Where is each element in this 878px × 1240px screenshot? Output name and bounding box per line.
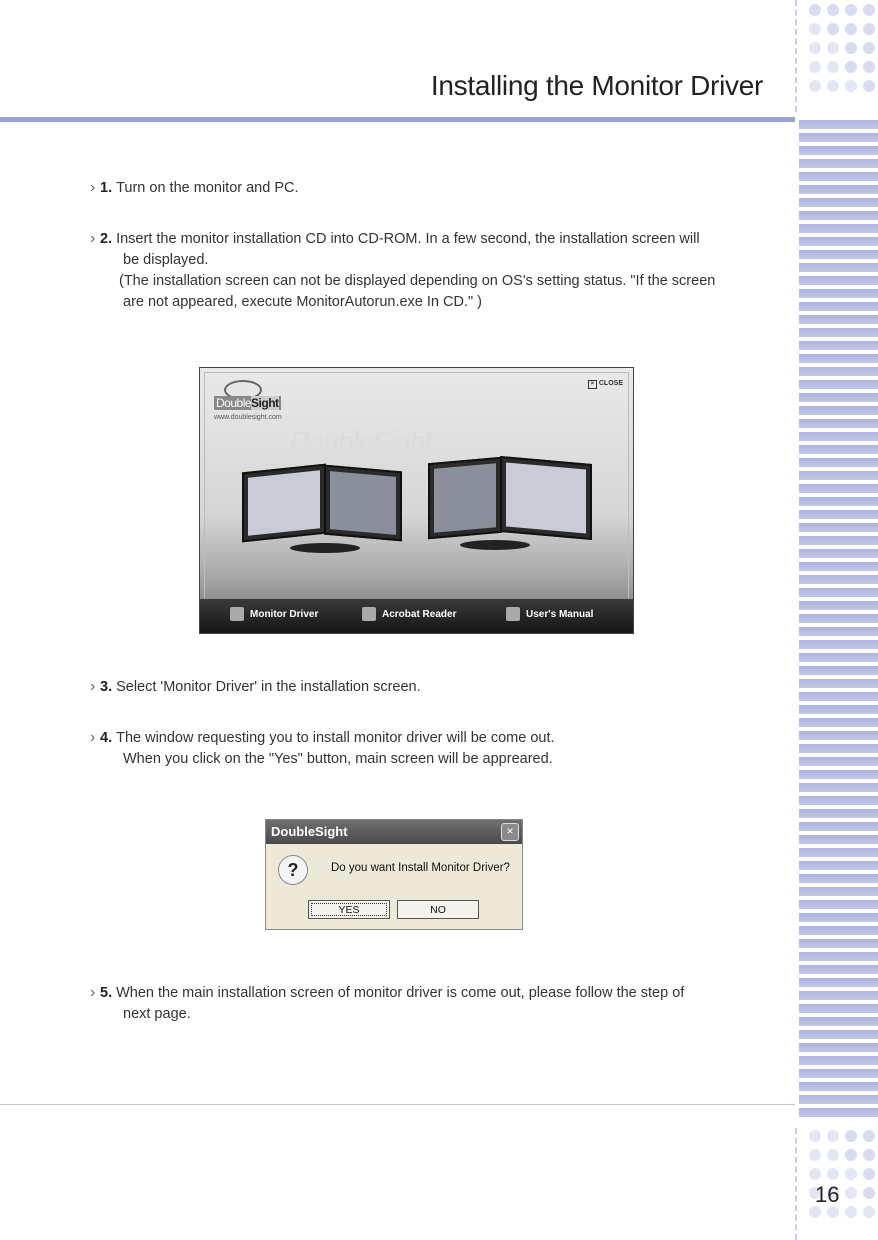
installer-screenshot [199,367,634,634]
dialog-message: Do you want Install Monitor Driver? [331,862,510,874]
no-button[interactable]: NO [397,900,479,919]
step-text: Select 'Monitor Driver' in the installation screen. [116,679,421,695]
step-marker-icon: › [90,179,96,196]
monitor-image [500,456,592,540]
logo-word-double: Double [216,396,252,410]
step-text: The window requesting you to install monitor driver will be come out. [116,730,555,746]
stripe-bars [799,120,878,1120]
step-marker-icon: › [90,230,96,247]
dot-pattern-top [809,4,878,99]
step-text-continued: When you click on the "Yes" button, main screen will be appreared. [123,751,553,767]
step-marker-icon: › [90,678,96,695]
watermark-logo: DoubleSight [287,426,435,457]
menu-acrobat-reader[interactable]: Acrobat Reader [362,607,456,621]
monitor-image [324,465,402,542]
monitor-stand [460,540,530,550]
yes-button[interactable]: YES [308,900,390,919]
install-icon [506,607,520,621]
decorative-side-strip [795,0,878,1240]
logo-word-sight: Sight [251,396,279,410]
step-number: 4. [100,730,113,746]
monitor-stand [290,543,360,553]
step-note-line-2: are not appeared, execute MonitorAutorun.exe In CD." ) [123,294,482,310]
step-marker-icon: › [90,729,96,746]
step-4 [90,727,555,770]
monitor-image [242,464,326,543]
step-number: 5. [100,985,113,1001]
dot-pattern-bottom [809,1130,878,1225]
dialog-titlebar [266,820,522,844]
question-icon: ? [278,855,308,885]
step-number: 3. [100,679,113,695]
close-icon: × [588,380,597,389]
install-icon [362,607,376,621]
page-number: 16 [815,1182,840,1207]
step-3 [90,676,421,698]
dialog-title: DoubleSight [271,824,348,839]
step-number: 2. [100,231,113,247]
website-url: www.doublesight.com [214,414,282,421]
install-icon [230,607,244,621]
strip-dash-line [795,1128,797,1240]
footer-divider [0,1104,795,1105]
step-marker-icon: › [90,984,96,1001]
step-2 [90,228,715,313]
menu-users-manual[interactable]: User's Manual [506,607,593,621]
title-divider [0,117,795,122]
step-5 [90,982,684,1025]
installer-menu-bar [200,599,633,633]
page-title: Installing the Monitor Driver [430,70,763,101]
step-text-continued: be displayed. [123,252,209,268]
installer-close-button[interactable] [588,380,623,389]
step-note-line-1: (The installation screen can not be displayed depending on OS's setting status. "If the screen [119,273,716,289]
step-text: When the main installation screen of monitor driver is come out, please follow the step of [116,985,685,1001]
step-text: Turn on the monitor and PC. [116,180,299,196]
step-1 [90,177,299,199]
step-number: 1. [100,180,113,196]
install-confirm-dialog [265,819,523,930]
close-label: CLOSE [598,380,623,387]
dialog-close-icon[interactable]: × [501,823,519,841]
step-text: Insert the monitor installation CD into CD-ROM. In a few second, the installation screen will [116,231,700,247]
monitor-image [428,457,502,539]
strip-dash-line [795,0,797,112]
menu-monitor-driver[interactable]: Monitor Driver [230,607,318,621]
step-text-continued: next page. [123,1006,191,1022]
